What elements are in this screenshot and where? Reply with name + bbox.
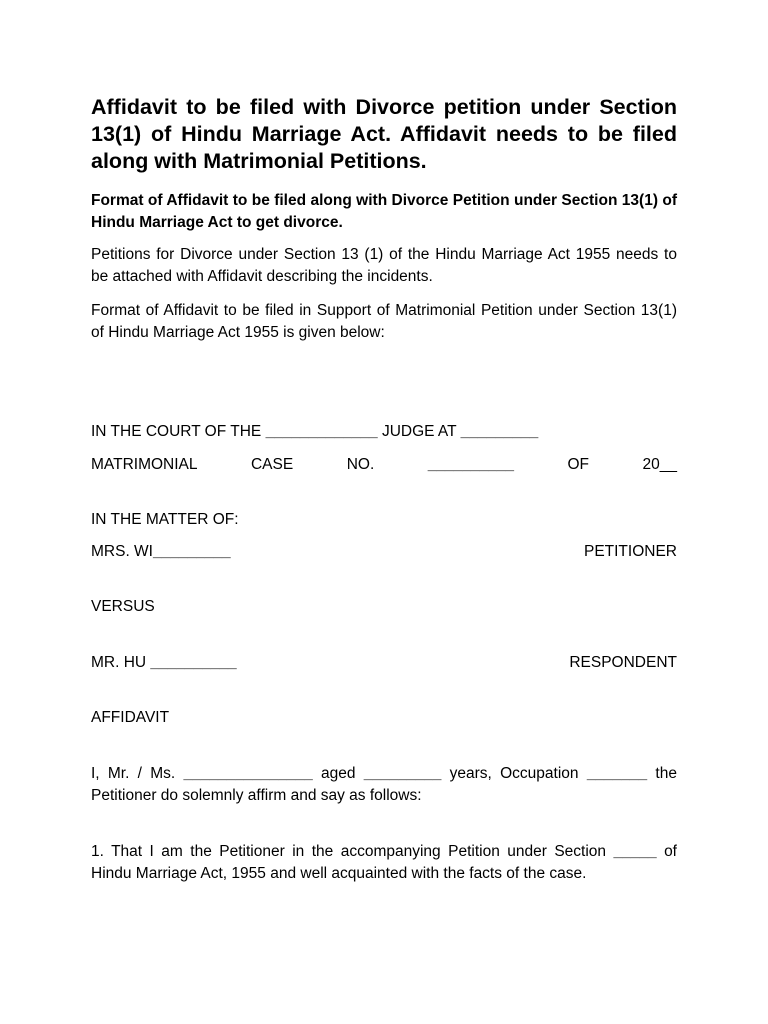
intro-paragraph: Petitions for Divorce under Section 13 (1) of the Hindu Marriage Act 1955 needs to be attached with Affidavit describing the incidents.: [91, 246, 677, 285]
case-year: 20__: [642, 456, 677, 473]
occupation-blank: _______: [586, 765, 648, 782]
statement-1-text-b: of Hindu Marriage Act, 1955 and well acquainted with the facts of the case.: [91, 843, 677, 882]
respondent-name-group: [91, 652, 237, 674]
case-number-blank: __________: [427, 456, 514, 473]
respondent-line: [91, 652, 677, 674]
affirmation-paragraph: [91, 763, 677, 807]
court-prefix: IN THE COURT OF THE: [91, 423, 262, 440]
respondent-blank: __________: [150, 654, 237, 671]
case-word-case: CASE: [250, 456, 294, 473]
case-of: OF: [567, 456, 589, 473]
court-line: [91, 421, 677, 443]
case-word-no: NO.: [346, 456, 375, 473]
case-number-line: [91, 454, 677, 476]
petitioner-name: MRS. WI: [91, 543, 153, 560]
judge-blank: _________: [460, 423, 539, 440]
case-word-matrimonial: MATRIMONIAL: [91, 456, 198, 473]
name-blank: _______________: [183, 765, 313, 782]
affirm-text-1: I, Mr. / Ms.: [91, 765, 176, 782]
affirm-text-occupation: years, Occupation: [449, 765, 579, 782]
affidavit-heading: AFFIDAVIT: [91, 709, 170, 726]
respondent-name: MR. HU: [91, 654, 147, 671]
section-blank: _____: [613, 843, 657, 860]
statement-1-text-a: 1. That I am the Petitioner in the accompanying Petition under Section: [91, 843, 607, 860]
respondent-role: RESPONDENT: [569, 654, 677, 671]
affirm-text-aged: aged: [321, 765, 356, 782]
petitioner-name-group: [91, 541, 231, 563]
statement-1-paragraph: [91, 841, 677, 885]
versus-label: VERSUS: [91, 598, 155, 615]
document-subheading: Format of Affidavit to be filed along with Divorce Petition under Section 13(1) of Hindu Marriage Act to get divorce.: [91, 192, 677, 231]
court-blank: _____________: [265, 423, 378, 440]
petitioner-line: [91, 541, 677, 563]
format-paragraph: Format of Affidavit to be filed in Support of Matrimonial Petition under Section 13(1) of Hindu Marriage Act 1955 is given below:: [91, 302, 677, 341]
affirm-text-2: the Petitioner do solemnly affirm and say as follows:: [91, 765, 677, 804]
document-title: Affidavit to be filed with Divorce petition under Section 13(1) of Hindu Marriage Act. Affidavit needs to be filed along with Matrimonial Petitions.: [91, 95, 677, 173]
matter-label: IN THE MATTER OF:: [91, 511, 239, 528]
judge-label: JUDGE AT: [381, 423, 457, 440]
age-blank: _________: [363, 765, 442, 782]
petitioner-blank: _________: [153, 543, 231, 560]
petitioner-role: PETITIONER: [583, 543, 677, 560]
